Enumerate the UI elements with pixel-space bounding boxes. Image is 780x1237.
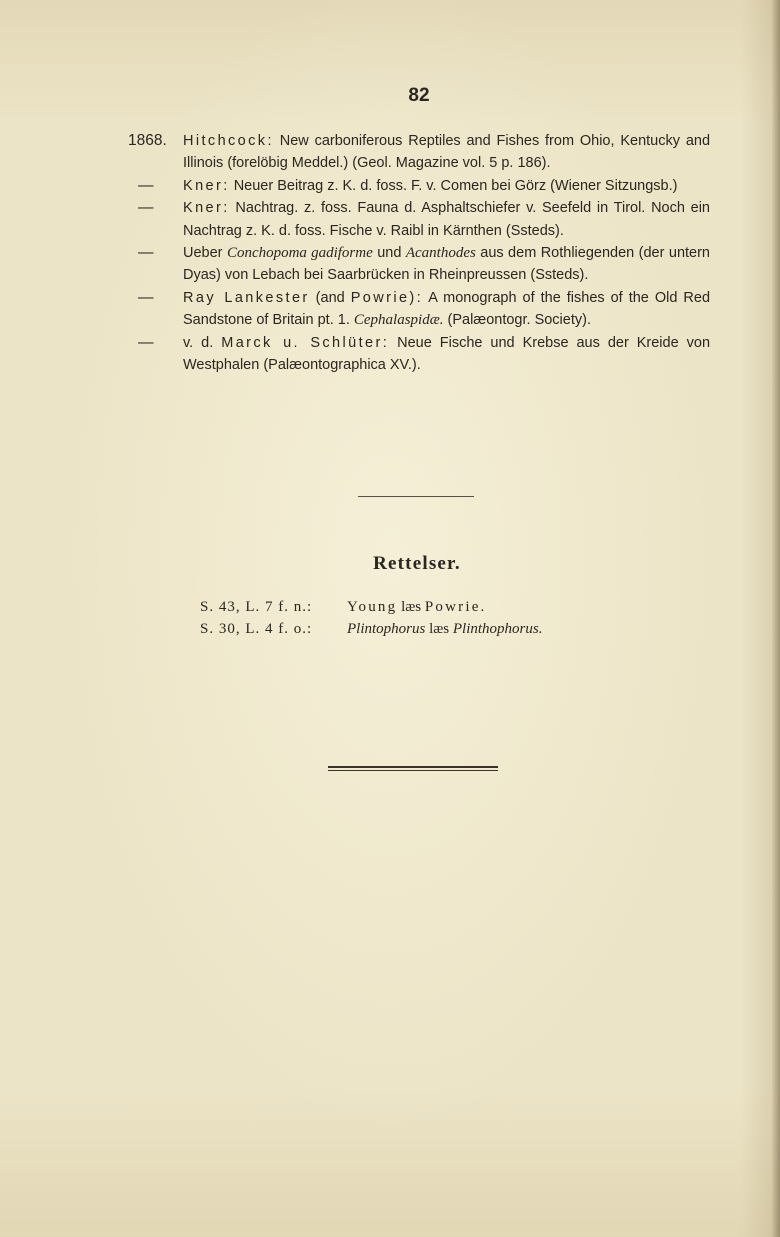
entry-author: Kner: (183, 200, 230, 217)
section-divider (358, 496, 474, 497)
erratum-correct: Powrie. (424, 599, 487, 615)
entry-author: Ray Lankester (183, 289, 310, 306)
entry-title: aus dem Rothliegenden (der untern Dyas) von Lebach bei Saarbrücken in Rheinpreussen (Ssteds). (183, 245, 710, 284)
erratum-wrong: Young (347, 599, 398, 615)
entry-title: New carboniferous Reptiles and Fishes from Ohio, Kentucky and Illinois (forelöbig Meddel.) (Geol. Magazine vol. 5 p. 186). (183, 133, 711, 172)
entry-genus-name: Acanthodes (405, 245, 476, 262)
bibliography-entry (0, 175, 780, 197)
entry-text (183, 287, 710, 332)
erratum-read-word: læs (401, 599, 422, 615)
bibliography-entry (0, 287, 780, 332)
entry-author: Marck u. Schlüter: (221, 334, 390, 351)
entry-coauthor: Powrie): (350, 289, 424, 306)
entry-author-prefix: v. d. (183, 334, 214, 351)
entry-text (183, 130, 710, 175)
erratum-read-word: læs (429, 621, 450, 637)
erratum-line (200, 618, 620, 640)
bibliography-entry (0, 332, 780, 377)
entry-conjunction: und (377, 245, 402, 262)
erratum-line (200, 596, 620, 618)
entry-ditto-dash: — (138, 199, 154, 217)
page-number: 82 (408, 85, 430, 106)
entry-title: Neuer Beitrag z. K. d. foss. F. v. Comen bei Görz (Wiener Sitzungsb.) (233, 177, 678, 194)
erratum-correct: Plinthophorus. (452, 621, 543, 637)
entry-ditto-dash: — (138, 176, 154, 194)
entry-ditto-dash: — (138, 244, 154, 262)
bibliography-entries (0, 130, 780, 376)
entry-publication: (Palæontogr. Society). (447, 312, 591, 329)
entry-ditto-dash: — (138, 288, 154, 306)
bibliography-entry (0, 242, 780, 287)
entry-title: Neue Fische und Krebse aus der Kreide von Westphalen (Palæontographica XV.). (183, 334, 711, 374)
entry-ditto-dash: — (138, 333, 154, 351)
entry-year: 1868. (128, 132, 167, 149)
entry-text (183, 197, 710, 242)
entry-title: Nachtrag. z. foss. Fauna d. Asphaltschiefer v. Seefeld in Tirol. Noch ein Nachtrag z. K. d. foss. Fische v. Raibl in Kärnthen (Ssteds). (183, 200, 710, 239)
bibliography-entry (0, 197, 780, 242)
bibliography-entry (0, 130, 780, 175)
entry-italic-title: Cephalaspidæ. (353, 312, 444, 329)
entry-text (183, 242, 710, 287)
erratum-location: S. 43, L. 7 f. n.: (200, 599, 313, 615)
errata-list (200, 596, 620, 640)
end-double-rule (328, 766, 498, 771)
entry-text (183, 175, 710, 197)
entry-text (183, 332, 710, 377)
entry-title: A monograph of the fishes of the Old Red Sandstone of Britain pt. 1. (183, 289, 711, 329)
entry-author: Hitchcock: (183, 133, 274, 149)
errata-title: Rettelser. (373, 553, 461, 574)
entry-species-name: Conchopoma gadiforme (226, 245, 373, 262)
entry-author: Kner: (183, 177, 230, 194)
erratum-location: S. 30, L. 4 f. o.: (200, 621, 313, 637)
entry-coauthor-prefix: (and (315, 289, 345, 306)
entry-lead: Ueber (183, 245, 223, 262)
erratum-wrong: Plintophorus (347, 621, 426, 637)
